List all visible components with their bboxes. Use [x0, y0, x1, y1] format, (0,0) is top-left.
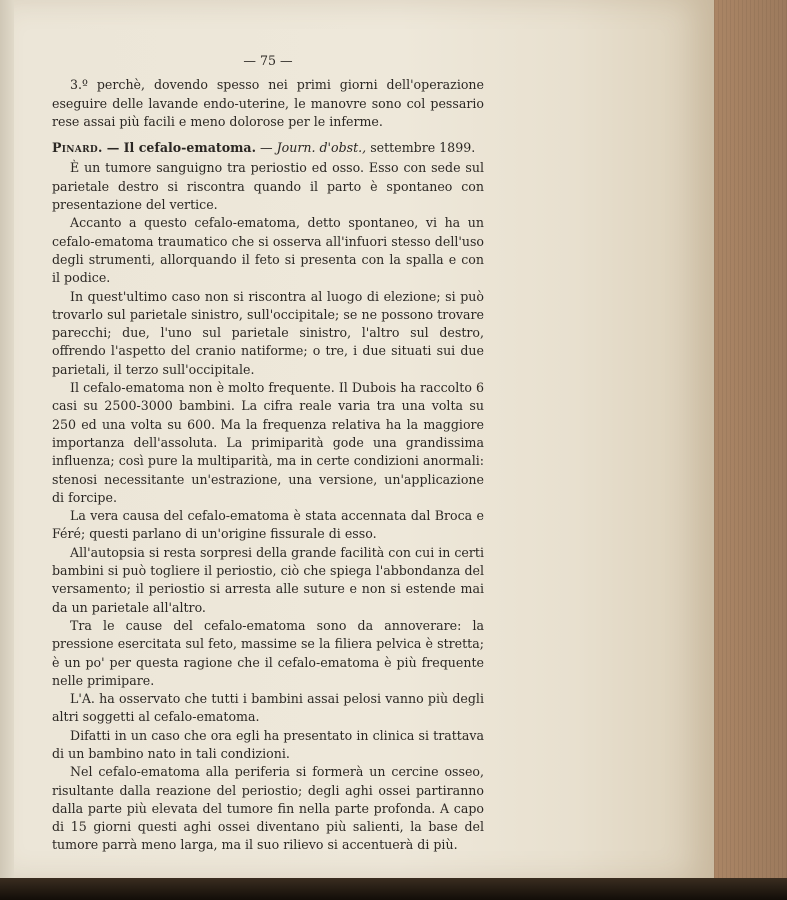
paragraph: 3.º perchè, dovendo spesso nei primi giorni dell'operazione eseguire delle lavande endo-uterine, le manovre sono col pessario rese assai più facili e meno dolorose per le inferme. [52, 77, 484, 129]
paragraph: In quest'ultimo caso non si riscontra al luogo di elezione; si può trovarlo sul parietale sinistro, sull'occipitale; se ne possono trovare parecchi; due, l'uno sul parietale sinistro, l'altro sul destro, offrendo l'aspetto del cranio natiforme; o tre, i due situati sui due parietali, il terzo sull'occipitale. [52, 288, 484, 377]
page-number: — 75 — [243, 53, 293, 68]
book-page [14, 0, 714, 880]
bottom-shadow [0, 878, 787, 900]
paragraph: La vera causa del cefalo-ematoma è stata accennata dal Broca e Féré; questi parlano di un'origine fissurale di esso. [52, 508, 484, 542]
article-title: — Il cefalo-ematoma. [106, 140, 256, 156]
paragraph: All'autopsia si resta sorpresi della grande facilità con cui in certi bambini si può togliere il periostio, ciò che spiega l'abbondanza del versamento; il periostio si arresta alle suture e non si estende mai da un parietale all'altro. [52, 544, 484, 615]
article-heading [52, 139, 484, 157]
article-journal: — Journ. d'obst., [260, 140, 367, 156]
page-text [52, 52, 484, 855]
article-date: settembre 1899. [370, 140, 476, 156]
paragraph: È un tumore sanguigno tra periostio ed osso. Esso con sede sul parietale destro si riscontra quando il parto è spontaneo con presentazione del vertice. [52, 160, 484, 213]
paragraph: Tra le cause del cefalo-ematoma sono da annoverare: la pressione esercitata sul feto, massime se la filiera pelvica è stretta; è un po' per questa ragione che il cefalo-ematoma è più frequente nelle primipare. [52, 617, 484, 688]
paragraph: L'A. ha osservato che tutti i bambini assai pelosi vanno più degli altri soggetti al cefalo-ematoma. [52, 691, 484, 725]
paragraph: Il cefalo-ematoma non è molto frequente. Il Dubois ha raccolto 6 casi su 2500-3000 bambini. La cifra reale varia tra una volta su 250 ed una volta su 600. Ma la frequenza relativa ha la maggiore importanza dell'assoluta. La primiparità gode una grandissima influenza; così pure la multiparità, ma in certe condizioni anormali: stenosi necessitante un'estrazione, una versione, un'applicazione di forcipe. [52, 380, 484, 505]
paragraph: Nel cefalo-ematoma alla periferia si formerà un cercine osseo, risultante dalla reazione del periostio; degli aghi ossei partiranno dalla parte più elevata del tumore fin nella parte profonda. A capo di 15 giorni questi aghi ossei diventano più salienti, la base del tumore parrà meno larga, ma il suo rilievo si accentuerà di più. [52, 764, 484, 853]
article-author: Pinard. [52, 140, 103, 156]
paragraph: Difatti in un caso che ora egli ha presentato in clinica si trattava di un bambino nato in tali condizioni. [52, 727, 484, 761]
paragraph: Accanto a questo cefalo-ematoma, detto spontaneo, vi ha un cefalo-ematoma traumatico che si osserva all'infuori stesso dell'uso degli strumenti, allorquando il feto si presenta con la spalla e con il podice. [52, 215, 484, 286]
